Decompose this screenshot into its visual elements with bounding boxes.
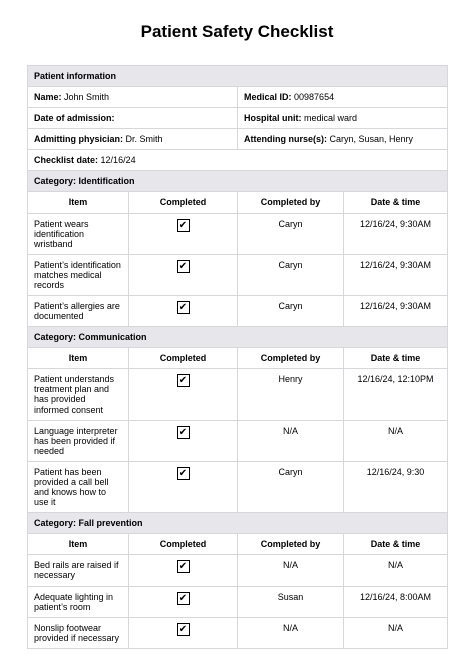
completed-by-cell: N/A	[238, 555, 344, 586]
table-row	[28, 254, 448, 295]
column-header-row	[28, 348, 448, 369]
item-cell: Nonslip footwear provided if necessary	[28, 617, 129, 648]
category-header	[28, 171, 448, 192]
column-header-date-time: Date & time	[344, 192, 448, 213]
column-header-item: Item	[28, 192, 129, 213]
checkbox-checked[interactable]: ✔	[177, 426, 190, 439]
column-header-date-time: Date & time	[344, 534, 448, 555]
checklist-date-label: Checklist date:	[34, 155, 99, 166]
date-time-cell: N/A	[344, 420, 448, 461]
table-row	[28, 296, 448, 327]
section-label: Patient information	[28, 66, 448, 87]
column-header-date-time: Date & time	[344, 348, 448, 369]
info-row-physician	[28, 129, 448, 150]
column-header-completed: Completed	[129, 534, 238, 555]
hospital-unit-label: Hospital unit:	[244, 113, 302, 124]
info-row-checklist-date	[28, 150, 448, 171]
item-cell: Patient wears identification wristband	[28, 213, 129, 254]
checkbox-checked[interactable]: ✔	[177, 560, 190, 573]
name-label: Name:	[34, 92, 62, 103]
column-header-row	[28, 192, 448, 213]
column-header-completed: Completed	[129, 348, 238, 369]
item-cell: Bed rails are raised if necessary	[28, 555, 129, 586]
column-header-item: Item	[28, 534, 129, 555]
item-cell: Patient understands treatment plan and has provided informed consent	[28, 369, 129, 420]
checkbox-checked[interactable]: ✔	[177, 467, 190, 480]
date-time-cell: 12/16/24, 9:30AM	[344, 254, 448, 295]
name-cell	[28, 87, 238, 108]
admission-label: Date of admission:	[34, 113, 115, 124]
section-header-patient-information	[28, 66, 448, 87]
date-time-cell: 12/16/24, 9:30AM	[344, 296, 448, 327]
table-row	[28, 555, 448, 586]
item-cell: Language interpreter has been provided if needed	[28, 420, 129, 461]
checkbox-checked[interactable]: ✔	[177, 301, 190, 314]
checklist-date-cell	[28, 150, 448, 171]
name-value: John Smith	[64, 92, 110, 103]
physician-cell	[28, 129, 238, 150]
item-cell: Patient’s allergies are documented	[28, 296, 129, 327]
date-time-cell: 12/16/24, 8:00AM	[344, 586, 448, 617]
column-header-completed-by: Completed by	[238, 534, 344, 555]
table-row	[28, 461, 448, 512]
info-row-name	[28, 87, 448, 108]
completed-cell	[129, 555, 238, 586]
completed-cell	[129, 420, 238, 461]
completed-by-cell: Caryn	[238, 254, 344, 295]
column-header-row	[28, 534, 448, 555]
date-time-cell: 12/16/24, 9:30AM	[344, 213, 448, 254]
completed-by-cell: Caryn	[238, 213, 344, 254]
physician-label: Admitting physician:	[34, 134, 124, 145]
category-header	[28, 327, 448, 348]
completed-cell	[129, 586, 238, 617]
nurse-value: Caryn, Susan, Henry	[329, 134, 414, 145]
date-time-cell: 12/16/24, 12:10PM	[344, 369, 448, 420]
hospital-unit-cell	[238, 108, 448, 129]
item-cell: Patient’s identification matches medical records	[28, 254, 129, 295]
table-row	[28, 213, 448, 254]
physician-value: Dr. Smith	[125, 134, 163, 145]
completed-cell	[129, 369, 238, 420]
completed-by-cell: Caryn	[238, 296, 344, 327]
table-row	[28, 369, 448, 420]
checklist-date-value: 12/16/24	[100, 155, 136, 166]
medical-id-cell	[238, 87, 448, 108]
admission-cell	[28, 108, 238, 129]
checkbox-checked[interactable]: ✔	[177, 219, 190, 232]
checkbox-checked[interactable]: ✔	[177, 623, 190, 636]
category-label: Category: Fall prevention	[28, 513, 448, 534]
column-header-completed: Completed	[129, 192, 238, 213]
completed-by-cell: Susan	[238, 586, 344, 617]
item-cell: Adequate lighting in patient’s room	[28, 586, 129, 617]
nurse-label: Attending nurse(s):	[244, 134, 327, 145]
column-header-completed-by: Completed by	[238, 348, 344, 369]
category-label: Category: Communication	[28, 327, 448, 348]
checkbox-checked[interactable]: ✔	[177, 374, 190, 387]
completed-by-cell: Henry	[238, 369, 344, 420]
completed-cell	[129, 213, 238, 254]
table-row	[28, 420, 448, 461]
nurse-cell	[238, 129, 448, 150]
date-time-cell: N/A	[344, 617, 448, 648]
completed-cell	[129, 296, 238, 327]
checklist-table	[27, 65, 448, 649]
category-header	[28, 513, 448, 534]
medical-id-label: Medical ID:	[244, 92, 292, 103]
completed-cell	[129, 461, 238, 512]
table-row	[28, 586, 448, 617]
info-row-admission	[28, 108, 448, 129]
date-time-cell: N/A	[344, 555, 448, 586]
column-header-item: Item	[28, 348, 129, 369]
completed-by-cell: N/A	[238, 420, 344, 461]
medical-id-value: 00987654	[294, 92, 335, 103]
column-header-completed-by: Completed by	[238, 192, 344, 213]
hospital-unit-value: medical ward	[304, 113, 358, 124]
completed-cell	[129, 254, 238, 295]
category-label: Category: Identification	[28, 171, 448, 192]
checkbox-checked[interactable]: ✔	[177, 260, 190, 273]
page-title: Patient Safety Checklist	[140, 22, 334, 41]
item-cell: Patient has been provided a call bell and knows how to use it	[28, 461, 129, 512]
completed-cell	[129, 617, 238, 648]
checkbox-checked[interactable]: ✔	[177, 592, 190, 605]
date-time-cell: 12/16/24, 9:30	[344, 461, 448, 512]
completed-by-cell: N/A	[238, 617, 344, 648]
completed-by-cell: Caryn	[238, 461, 344, 512]
table-row	[28, 617, 448, 648]
